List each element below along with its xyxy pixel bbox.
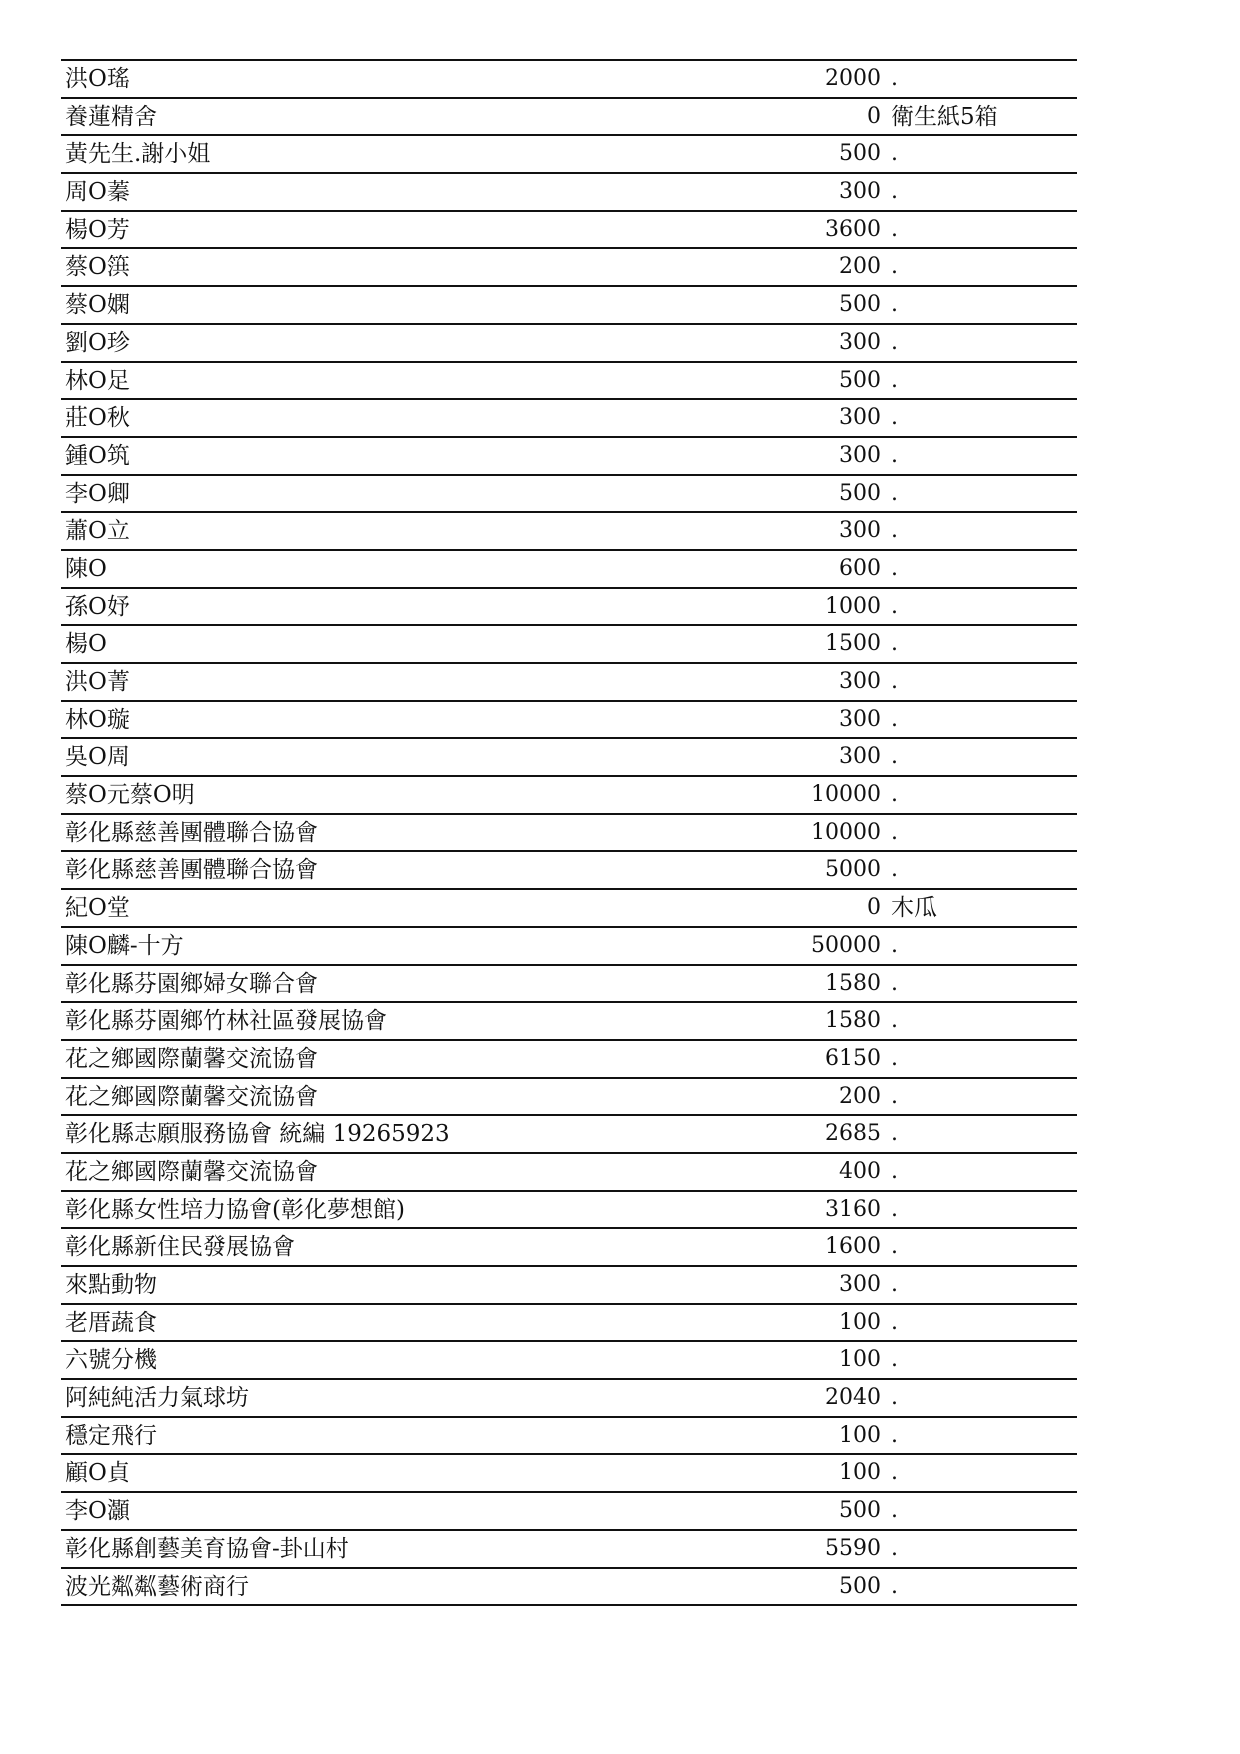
amount-suffix: . xyxy=(891,1272,898,1297)
ledger-row xyxy=(61,99,1077,137)
donor-name: 花之鄉國際蘭馨交流協會 xyxy=(65,1158,318,1185)
donor-name: 莊O秋 xyxy=(65,405,130,432)
amount-suffix: . xyxy=(891,1573,898,1599)
ledger-row xyxy=(61,1154,1077,1192)
donation-ledger xyxy=(61,59,1077,1606)
amount-suffix: . xyxy=(891,216,898,242)
amount-suffix: . xyxy=(891,1309,898,1335)
donation-amount: 200 xyxy=(839,254,881,280)
donation-amount: 300 xyxy=(839,329,881,355)
donation-amount: 0 xyxy=(867,103,881,129)
donation-amount: 1500 xyxy=(825,631,881,657)
ledger-row xyxy=(61,1003,1077,1041)
amount-suffix: . xyxy=(891,1196,898,1222)
donation-note: 衛生紙5箱 xyxy=(891,103,998,130)
donor-name: 陳O xyxy=(65,555,107,582)
donation-amount: 5000 xyxy=(825,857,881,883)
donation-amount: 2040 xyxy=(825,1385,881,1411)
donor-name: 鍾O筑 xyxy=(65,442,130,469)
donor-name: 花之鄉國際蘭馨交流協會 xyxy=(65,1083,318,1110)
donation-amount: 100 xyxy=(839,1309,881,1335)
donation-amount: 500 xyxy=(839,292,881,318)
ledger-row xyxy=(61,287,1077,325)
donor-name: 彰化縣慈善團體聯合協會 xyxy=(65,857,318,884)
donor-name: 彰化縣芬園鄉婦女聯合會 xyxy=(65,970,318,997)
donation-amount: 300 xyxy=(839,1272,881,1297)
donor-name: 洪O菁 xyxy=(65,669,130,695)
ledger-row xyxy=(61,438,1077,476)
ledger-row xyxy=(61,1455,1077,1493)
ledger-row xyxy=(61,1418,1077,1456)
donor-name: 顧O貞 xyxy=(65,1460,130,1487)
amount-suffix: . xyxy=(891,1158,898,1184)
donation-amount: 100 xyxy=(839,1460,881,1486)
ledger-row xyxy=(61,1116,1077,1154)
ledger-row xyxy=(61,136,1077,174)
donation-amount: 300 xyxy=(839,179,881,205)
amount-suffix: . xyxy=(891,1121,898,1147)
donor-name: 波光粼粼藝術商行 xyxy=(65,1573,249,1600)
donor-name: 林O足 xyxy=(65,367,130,394)
ledger-row xyxy=(61,852,1077,890)
donation-amount: 500 xyxy=(839,1498,881,1524)
ledger-row xyxy=(61,739,1077,777)
donation-amount: 6150 xyxy=(825,1045,881,1071)
amount-suffix: . xyxy=(891,782,898,808)
amount-suffix: . xyxy=(891,1422,898,1448)
amount-suffix: . xyxy=(891,254,898,280)
ledger-row xyxy=(61,212,1077,250)
donor-name: 老厝蔬食 xyxy=(65,1309,157,1336)
donor-name: 林O璇 xyxy=(65,706,130,733)
amount-suffix: . xyxy=(891,1234,898,1260)
amount-suffix: . xyxy=(891,1347,898,1373)
ledger-row xyxy=(61,513,1077,551)
donation-amount: 1580 xyxy=(825,1008,881,1034)
donation-amount: 200 xyxy=(839,1083,881,1109)
donor-name: 彰化縣慈善團體聯合協會 xyxy=(65,819,318,846)
ledger-row xyxy=(61,1041,1077,1079)
amount-suffix: . xyxy=(891,1498,898,1524)
amount-suffix: . xyxy=(891,744,898,770)
amount-suffix: . xyxy=(891,970,898,996)
donor-name: 蔡O元蔡O明 xyxy=(65,782,195,809)
ledger-row xyxy=(61,1493,1077,1531)
donation-amount: 500 xyxy=(839,141,881,167)
amount-suffix: . xyxy=(891,405,898,431)
amount-suffix: . xyxy=(891,555,898,581)
donor-name: 彰化縣新住民發展協會 xyxy=(65,1234,295,1261)
donation-amount: 2685 xyxy=(825,1121,881,1147)
ledger-row xyxy=(61,363,1077,401)
ledger-row xyxy=(61,249,1077,287)
ledger-row xyxy=(61,174,1077,212)
amount-suffix: . xyxy=(891,932,898,958)
donation-amount: 300 xyxy=(839,405,881,431)
donor-name: 劉O珍 xyxy=(65,329,130,356)
donation-amount: 400 xyxy=(839,1158,881,1184)
ledger-row xyxy=(61,1192,1077,1230)
donation-amount: 300 xyxy=(839,518,881,544)
donor-name: 紀O堂 xyxy=(65,895,130,922)
donor-name: 來點動物 xyxy=(65,1272,157,1298)
amount-suffix: . xyxy=(891,1045,898,1071)
donation-amount: 1580 xyxy=(825,970,881,996)
donor-name: 花之鄉國際蘭馨交流協會 xyxy=(65,1045,318,1072)
amount-suffix: . xyxy=(891,66,898,91)
donation-amount: 100 xyxy=(839,1422,881,1448)
donor-name: 蔡O嫻 xyxy=(65,292,130,319)
donation-amount: 1000 xyxy=(825,593,881,619)
donor-name: 蕭O立 xyxy=(65,518,130,545)
donor-name: 楊O芳 xyxy=(65,216,130,243)
ledger-row xyxy=(61,1569,1077,1607)
amount-suffix: . xyxy=(891,706,898,732)
ledger-row xyxy=(61,890,1077,928)
donor-name: 彰化縣志願服務協會 統編 19265923 xyxy=(65,1121,450,1148)
donor-name: 李O卿 xyxy=(65,480,130,507)
ledger-row xyxy=(61,476,1077,514)
donor-name: 穩定飛行 xyxy=(65,1422,157,1449)
amount-suffix: . xyxy=(891,1535,898,1561)
donation-amount: 300 xyxy=(839,669,881,694)
ledger-row xyxy=(61,589,1077,627)
donor-name: 吳O周 xyxy=(65,744,130,771)
ledger-row xyxy=(61,1342,1077,1380)
ledger-row xyxy=(61,1380,1077,1418)
donation-amount: 0 xyxy=(867,895,881,921)
ledger-row xyxy=(61,1531,1077,1569)
ledger-row xyxy=(61,702,1077,740)
amount-suffix: . xyxy=(891,857,898,883)
amount-suffix: . xyxy=(891,292,898,318)
donation-amount: 300 xyxy=(839,442,881,468)
donation-amount: 1600 xyxy=(825,1234,881,1260)
donation-amount: 100 xyxy=(839,1347,881,1373)
donor-name: 孫O妤 xyxy=(65,593,130,620)
donor-name: 洪O瑤 xyxy=(65,66,130,92)
ledger-row xyxy=(61,1305,1077,1343)
donor-name: 彰化縣女性培力協會(彰化夢想館) xyxy=(65,1196,405,1223)
donor-name: 陳O麟-十方 xyxy=(65,932,184,959)
donation-amount: 300 xyxy=(839,744,881,770)
amount-suffix: . xyxy=(891,1083,898,1109)
donor-name: 周O蓁 xyxy=(65,179,130,206)
ledger-row xyxy=(61,551,1077,589)
donation-amount: 600 xyxy=(839,555,881,581)
donor-name: 養蓮精舍 xyxy=(65,103,157,130)
donation-amount: 5590 xyxy=(825,1535,881,1561)
ledger-row xyxy=(61,928,1077,966)
donation-amount: 3600 xyxy=(825,216,881,242)
amount-suffix: . xyxy=(891,669,898,694)
donation-amount: 500 xyxy=(839,1573,881,1599)
amount-suffix: . xyxy=(891,518,898,544)
donor-name: 六號分機 xyxy=(65,1347,157,1374)
ledger-row xyxy=(61,966,1077,1004)
amount-suffix: . xyxy=(891,1460,898,1486)
donor-name: 黃先生.謝小姐 xyxy=(65,141,211,168)
amount-suffix: . xyxy=(891,1008,898,1034)
donation-amount: 300 xyxy=(839,706,881,732)
donation-note: 木瓜 xyxy=(891,895,937,922)
amount-suffix: . xyxy=(891,179,898,205)
donation-amount: 500 xyxy=(839,367,881,393)
donor-name: 彰化縣芬園鄉竹林社區發展協會 xyxy=(65,1008,387,1035)
donation-amount: 500 xyxy=(839,480,881,506)
amount-suffix: . xyxy=(891,141,898,167)
amount-suffix: . xyxy=(891,593,898,619)
donor-name: 楊O xyxy=(65,631,107,658)
donation-amount: 2000 xyxy=(825,66,881,91)
amount-suffix: . xyxy=(891,1385,898,1411)
ledger-row xyxy=(61,1229,1077,1267)
donation-amount: 10000 xyxy=(811,819,881,845)
amount-suffix: . xyxy=(891,631,898,657)
ledger-row xyxy=(61,325,1077,363)
donation-amount: 10000 xyxy=(811,782,881,808)
amount-suffix: . xyxy=(891,480,898,506)
donor-name: 李O灝 xyxy=(65,1498,130,1525)
ledger-row xyxy=(61,664,1077,702)
donor-name: 蔡O篊 xyxy=(65,254,130,281)
amount-suffix: . xyxy=(891,819,898,845)
amount-suffix: . xyxy=(891,367,898,393)
donor-name: 彰化縣創藝美育協會-卦山村 xyxy=(65,1535,349,1562)
donation-amount: 50000 xyxy=(811,932,881,958)
ledger-row xyxy=(61,400,1077,438)
ledger-row xyxy=(61,777,1077,815)
donation-amount: 3160 xyxy=(825,1196,881,1222)
ledger-row xyxy=(61,1079,1077,1117)
amount-suffix: . xyxy=(891,442,898,468)
ledger-row xyxy=(61,61,1077,99)
amount-suffix: . xyxy=(891,329,898,355)
ledger-row xyxy=(61,626,1077,664)
ledger-row xyxy=(61,815,1077,853)
ledger-row xyxy=(61,1267,1077,1305)
donor-name: 阿純純活力氣球坊 xyxy=(65,1385,249,1412)
